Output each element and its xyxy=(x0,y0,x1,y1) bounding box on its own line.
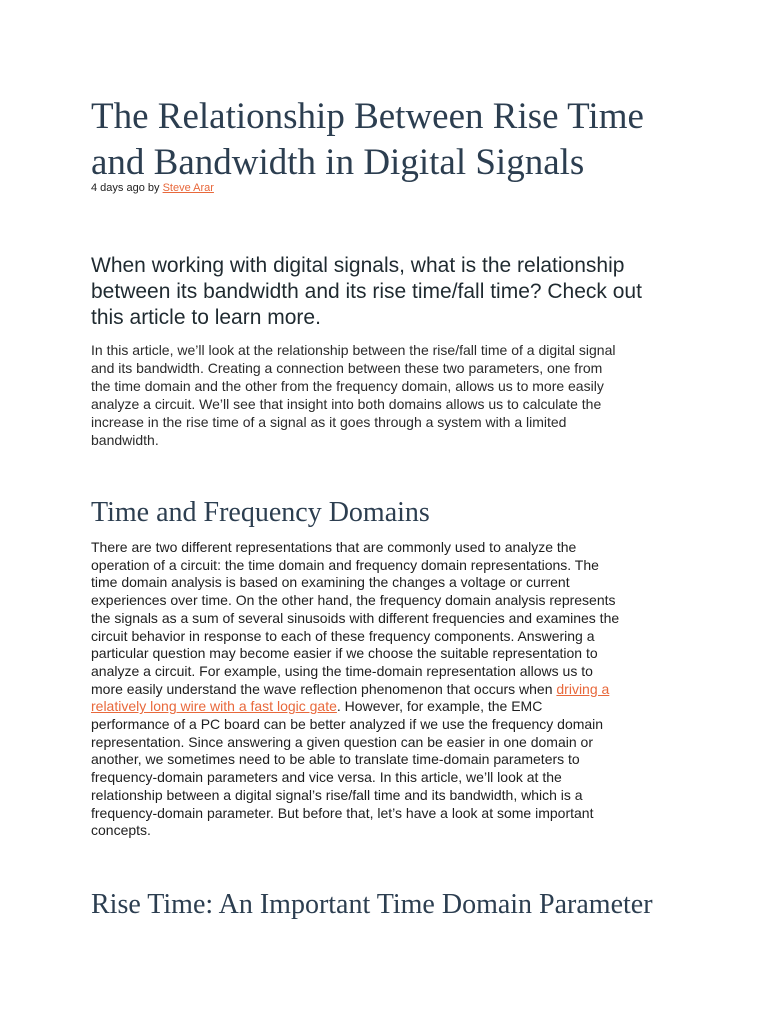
body-line: particular question may become easier if we choose the suitable representation to xyxy=(91,645,598,662)
body-line: representation. Since answering a given question can be easier in one domain or xyxy=(91,733,593,750)
article-title-line-1: The Relationship Between Rise Time xyxy=(91,96,644,137)
body-line-suffix: . However, for example, the EMC xyxy=(336,698,543,715)
article-title-line-2: and Bandwidth in Digital Signals xyxy=(91,142,585,183)
body-line: the signals as a sum of several sinusoids with different frequencies and examines the xyxy=(91,609,620,626)
body-line: circuit behavior in response to each of these frequency components. Answering a xyxy=(91,627,595,644)
section-heading-time-frequency: Time and Frequency Domains xyxy=(91,497,430,528)
author-link[interactable]: Steve Arar xyxy=(162,182,214,194)
intro-line: and its bandwidth. Creating a connection between these two parameters, one from xyxy=(91,360,603,376)
intro-paragraph xyxy=(91,341,671,449)
intro-line: the time domain and the other from the frequency domain, allows us to more easily xyxy=(91,378,604,394)
section-paragraph-time-frequency xyxy=(91,539,671,840)
body-line: concepts. xyxy=(91,822,151,839)
byline xyxy=(91,181,214,195)
article-lead xyxy=(91,253,691,331)
lead-line-3: this article to learn more. xyxy=(91,306,321,329)
body-line: time domain analysis is based on examining the changes a voltage or current xyxy=(91,574,570,591)
body-line-with-link xyxy=(91,698,671,716)
driving-wire-link-part-1[interactable]: driving a xyxy=(556,680,610,697)
section-heading-rise-time: Rise Time: An Important Time Domain Parameter xyxy=(91,889,653,920)
intro-line: increase in the rise time of a signal as it goes through a system with a limited xyxy=(91,414,567,430)
body-line: another, we sometimes need to be able to translate time-domain parameters to xyxy=(91,751,580,768)
body-line: relationship between a digital signal’s rise/fall time and its bandwidth, which is a xyxy=(91,786,583,803)
byline-date: 4 days ago by xyxy=(91,182,163,194)
intro-line: In this article, we’ll look at the relationship between the rise/fall time of a digital signal xyxy=(91,342,616,358)
body-line: experiences over time. On the other hand, the frequency domain analysis represents xyxy=(91,592,616,609)
body-line: frequency-domain parameters and vice versa. In this article, we’ll look at the xyxy=(91,769,562,786)
article-title xyxy=(91,94,691,186)
body-line: frequency-domain parameter. But before that, let’s have a look at some important xyxy=(91,804,594,821)
body-line-with-link xyxy=(91,681,671,699)
lead-line-2: between its bandwidth and its rise time/fall time? Check out xyxy=(91,280,642,303)
body-line-prefix: more easily understand the wave reflection phenomenon that occurs when xyxy=(91,680,557,697)
body-line: performance of a PC board can be better analyzed if we use the frequency domain xyxy=(91,716,604,733)
intro-line: analyze a circuit. We’ll see that insight into both domains allows us to calculate the xyxy=(91,396,602,412)
body-line: There are two different representations that are commonly used to analyze the xyxy=(91,539,577,555)
body-line: analyze a circuit. For example, using the time-domain representation allows us to xyxy=(91,662,593,679)
lead-line-1: When working with digital signals, what is the relationship xyxy=(91,254,625,277)
intro-line: bandwidth. xyxy=(91,432,159,448)
driving-wire-link-part-2[interactable]: relatively long wire with a fast logic gate xyxy=(91,698,337,715)
body-line: operation of a circuit: the time domain and frequency domain representations. The xyxy=(91,556,599,573)
